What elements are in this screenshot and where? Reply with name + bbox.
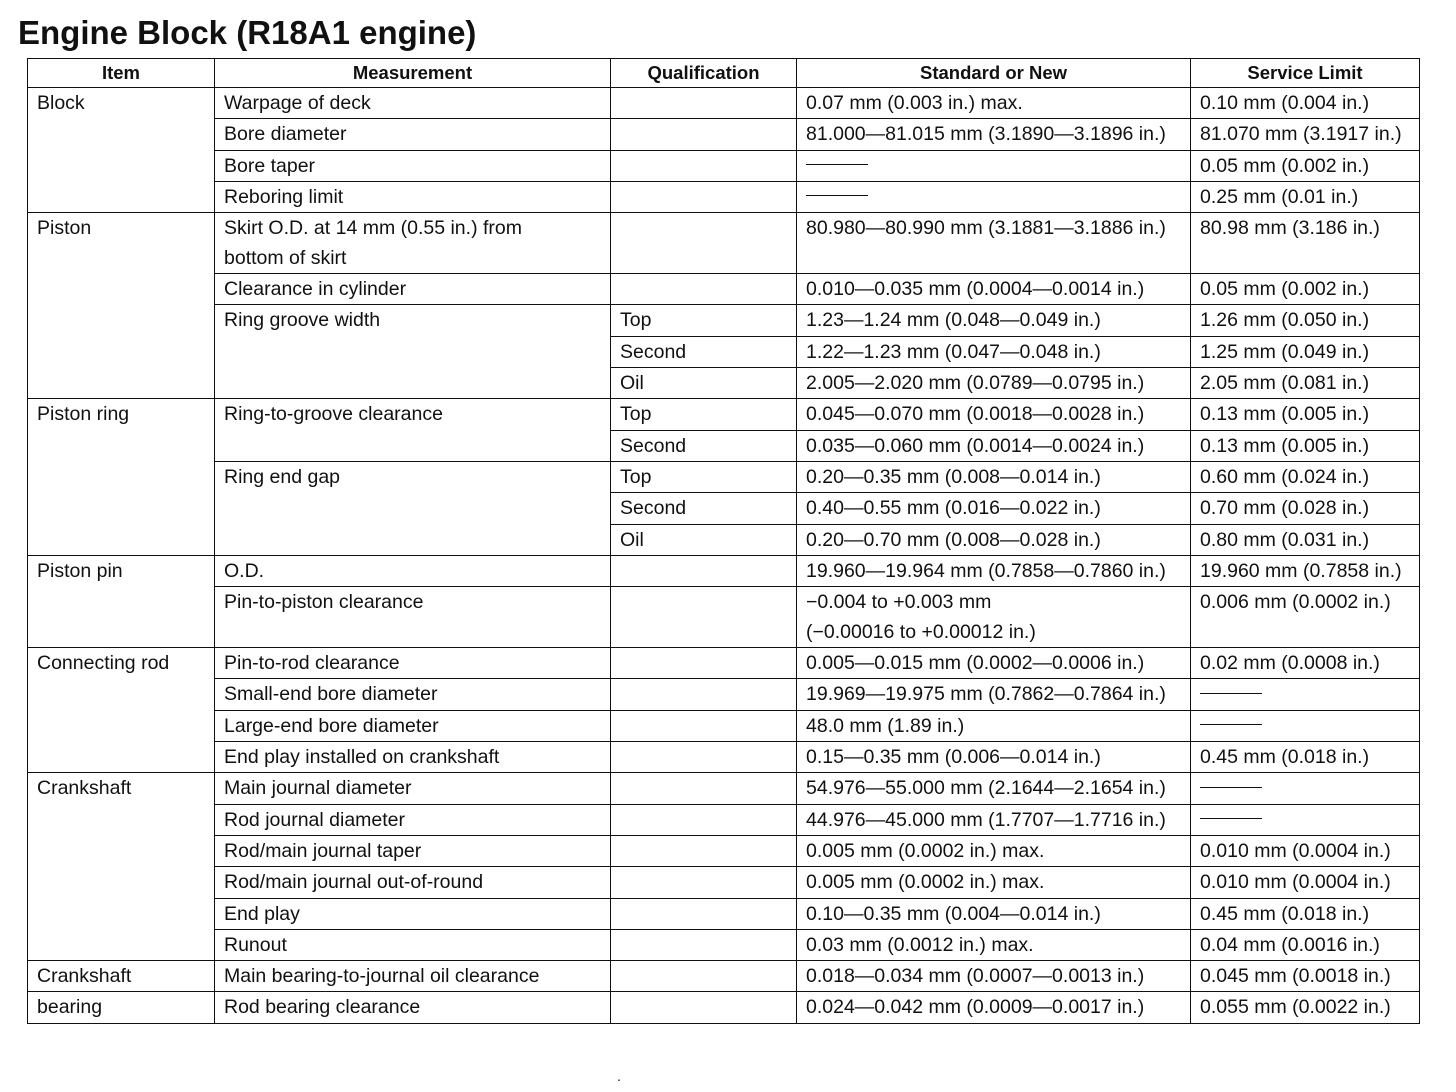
standard-cell: 0.035—0.060 mm (0.0014—0.0024 in.) xyxy=(797,430,1191,461)
column-header-item: Item xyxy=(28,59,215,88)
standard-cell: 44.976—45.000 mm (1.7707—1.7716 in.) xyxy=(797,804,1191,835)
page-title: Engine Block (R18A1 engine) xyxy=(18,14,477,51)
table-row xyxy=(28,648,1420,679)
measurement-cell: Ring-to-groove clearance xyxy=(215,399,611,462)
measurement-cell: Clearance in cylinder xyxy=(215,274,611,305)
standard-cell: 0.07 mm (0.003 in.) max. xyxy=(797,88,1191,119)
service-limit-cell: 0.055 mm (0.0022 in.) xyxy=(1191,992,1420,1023)
measurement-cell: Ring groove width xyxy=(215,305,611,399)
column-header-service-limit: Service Limit xyxy=(1191,59,1420,88)
table-row xyxy=(28,274,1420,305)
qualification-cell xyxy=(611,961,797,992)
service-limit-cell xyxy=(1191,773,1420,804)
measurement-cell: Main bearing-to-journal oil clearance xyxy=(215,961,611,992)
table-row xyxy=(28,961,1420,992)
measurement-cell: End play installed on crankshaft xyxy=(215,742,611,773)
qualification-cell: Second xyxy=(611,430,797,461)
column-header-standard: Standard or New xyxy=(797,59,1191,88)
standard-text-line2: (−0.00016 to +0.00012 in.) xyxy=(806,621,1036,644)
standard-cell: 0.10—0.35 mm (0.004—0.014 in.) xyxy=(797,898,1191,929)
table-row xyxy=(28,555,1420,586)
qualification-cell xyxy=(611,555,797,586)
table-row xyxy=(28,119,1420,150)
standard-cell: 0.005—0.015 mm (0.0002—0.0006 in.) xyxy=(797,648,1191,679)
qualification-cell xyxy=(611,710,797,741)
service-limit-cell xyxy=(1191,804,1420,835)
measurement-cell: Ring end gap xyxy=(215,461,611,555)
service-limit-cell: 0.02 mm (0.0008 in.) xyxy=(1191,648,1420,679)
qualification-cell: Top xyxy=(611,305,797,336)
service-limit-cell: 0.10 mm (0.004 in.) xyxy=(1191,88,1420,119)
standard-cell: 0.005 mm (0.0002 in.) max. xyxy=(797,867,1191,898)
spec-table xyxy=(27,58,1420,1024)
table-row xyxy=(28,929,1420,960)
table-row xyxy=(28,835,1420,866)
qualification-cell xyxy=(611,773,797,804)
standard-cell: 0.15—0.35 mm (0.006—0.014 in.) xyxy=(797,742,1191,773)
standard-text: −0.004 to +0.003 mm xyxy=(806,591,992,614)
service-limit-cell: 0.05 mm (0.002 in.) xyxy=(1191,150,1420,181)
service-limit-cell xyxy=(1191,679,1420,710)
standard-cell: 0.03 mm (0.0012 in.) max. xyxy=(797,929,1191,960)
service-limit-cell: 0.010 mm (0.0004 in.) xyxy=(1191,835,1420,866)
not-applicable-dash xyxy=(1200,818,1262,819)
measurement-cell: Main journal diameter xyxy=(215,773,611,804)
service-limit-cell: 0.006 mm (0.0002 in.) xyxy=(1191,587,1420,648)
column-header-qualification: Qualification xyxy=(611,59,797,88)
qualification-cell xyxy=(611,867,797,898)
service-limit-cell: 0.60 mm (0.024 in.) xyxy=(1191,461,1420,492)
table-row xyxy=(28,742,1420,773)
service-limit-cell: 0.70 mm (0.028 in.) xyxy=(1191,493,1420,524)
standard-cell: 0.20—0.70 mm (0.008—0.028 in.) xyxy=(797,524,1191,555)
table-row xyxy=(28,150,1420,181)
measurement-cell: Pin-to-rod clearance xyxy=(215,648,611,679)
table-row xyxy=(28,773,1420,804)
item-cell: Block xyxy=(28,88,215,213)
qualification-cell xyxy=(611,150,797,181)
service-limit-cell: 2.05 mm (0.081 in.) xyxy=(1191,368,1420,399)
service-limit-cell: 0.13 mm (0.005 in.) xyxy=(1191,430,1420,461)
service-limit-cell: 0.05 mm (0.002 in.) xyxy=(1191,274,1420,305)
table-row xyxy=(28,710,1420,741)
service-limit-cell: 0.13 mm (0.005 in.) xyxy=(1191,399,1420,430)
standard-cell xyxy=(797,587,1191,648)
item-cell: Piston pin xyxy=(28,555,215,647)
qualification-cell xyxy=(611,742,797,773)
table-header-row xyxy=(28,59,1420,88)
standard-cell: 2.005—2.020 mm (0.0789—0.0795 in.) xyxy=(797,368,1191,399)
item-cell: Crankshaft xyxy=(28,961,215,992)
measurement-cell: Rod journal diameter xyxy=(215,804,611,835)
service-limit-cell xyxy=(1191,710,1420,741)
qualification-cell xyxy=(611,804,797,835)
item-cell: Piston xyxy=(28,213,215,399)
service-limit-cell: 1.26 mm (0.050 in.) xyxy=(1191,305,1420,336)
service-limit-cell: 81.070 mm (3.1917 in.) xyxy=(1191,119,1420,150)
service-limit-cell: 0.25 mm (0.01 in.) xyxy=(1191,181,1420,212)
qualification-cell xyxy=(611,88,797,119)
service-limit-cell: 0.45 mm (0.018 in.) xyxy=(1191,898,1420,929)
measurement-cell: O.D. xyxy=(215,555,611,586)
table-row xyxy=(28,867,1420,898)
standard-cell: 81.000—81.015 mm (3.1890—3.1896 in.) xyxy=(797,119,1191,150)
measurement-cell xyxy=(215,213,611,274)
service-limit-cell: 80.98 mm (3.186 in.) xyxy=(1191,213,1420,274)
table-row xyxy=(28,181,1420,212)
measurement-cell: Rod/main journal out-of-round xyxy=(215,867,611,898)
table-row xyxy=(28,679,1420,710)
standard-cell: 0.005 mm (0.0002 in.) max. xyxy=(797,835,1191,866)
qualification-cell xyxy=(611,587,797,648)
measurement-text-line2: bottom of skirt xyxy=(224,247,347,270)
measurement-cell: Large-end bore diameter xyxy=(215,710,611,741)
qualification-cell xyxy=(611,213,797,274)
service-limit-cell: 0.010 mm (0.0004 in.) xyxy=(1191,867,1420,898)
measurement-cell: Bore taper xyxy=(215,150,611,181)
standard-cell: 0.024—0.042 mm (0.0009—0.0017 in.) xyxy=(797,992,1191,1023)
measurement-text: Skirt O.D. at 14 mm (0.55 in.) from xyxy=(224,217,522,240)
standard-cell: 0.018—0.034 mm (0.0007—0.0013 in.) xyxy=(797,961,1191,992)
standard-cell: 19.960—19.964 mm (0.7858—0.7860 in.) xyxy=(797,555,1191,586)
service-limit-cell: 0.04 mm (0.0016 in.) xyxy=(1191,929,1420,960)
not-applicable-dash xyxy=(1200,693,1262,694)
service-limit-cell: 0.80 mm (0.031 in.) xyxy=(1191,524,1420,555)
qualification-cell: Second xyxy=(611,336,797,367)
not-applicable-dash xyxy=(1200,787,1262,788)
measurement-cell: Small-end bore diameter xyxy=(215,679,611,710)
qualification-cell xyxy=(611,898,797,929)
qualification-cell xyxy=(611,274,797,305)
service-limit-cell: 19.960 mm (0.7858 in.) xyxy=(1191,555,1420,586)
standard-cell xyxy=(797,150,1191,181)
measurement-cell: Pin-to-piston clearance xyxy=(215,587,611,648)
footer-mark: . xyxy=(617,1068,621,1084)
table-row xyxy=(28,461,1420,492)
qualification-cell xyxy=(611,181,797,212)
service-limit-cell: 1.25 mm (0.049 in.) xyxy=(1191,336,1420,367)
table-row xyxy=(28,898,1420,929)
not-applicable-dash xyxy=(806,164,868,165)
table-row xyxy=(28,213,1420,274)
standard-cell: 48.0 mm (1.89 in.) xyxy=(797,710,1191,741)
qualification-cell: Oil xyxy=(611,524,797,555)
service-limit-cell: 0.045 mm (0.0018 in.) xyxy=(1191,961,1420,992)
qualification-cell: Second xyxy=(611,493,797,524)
qualification-cell xyxy=(611,929,797,960)
standard-cell: 80.980—80.990 mm (3.1881—3.1886 in.) xyxy=(797,213,1191,274)
service-limit-cell: 0.45 mm (0.018 in.) xyxy=(1191,742,1420,773)
measurement-cell: Runout xyxy=(215,929,611,960)
measurement-cell: Warpage of deck xyxy=(215,88,611,119)
table-row xyxy=(28,88,1420,119)
qualification-cell: Oil xyxy=(611,368,797,399)
table-row xyxy=(28,399,1420,430)
standard-cell: 0.010—0.035 mm (0.0004—0.0014 in.) xyxy=(797,274,1191,305)
standard-cell: 0.20—0.35 mm (0.008—0.014 in.) xyxy=(797,461,1191,492)
not-applicable-dash xyxy=(806,195,868,196)
standard-cell: 0.045—0.070 mm (0.0018—0.0028 in.) xyxy=(797,399,1191,430)
table-body xyxy=(28,88,1420,1024)
qualification-cell xyxy=(611,992,797,1023)
table-row xyxy=(28,587,1420,648)
measurement-cell: Rod/main journal taper xyxy=(215,835,611,866)
table-row xyxy=(28,804,1420,835)
qualification-cell xyxy=(611,648,797,679)
item-cell: Piston ring xyxy=(28,399,215,555)
measurement-cell: Rod bearing clearance xyxy=(215,992,611,1023)
item-cell: bearing xyxy=(28,992,215,1023)
item-cell: Crankshaft xyxy=(28,773,215,961)
item-cell: Connecting rod xyxy=(28,648,215,773)
qualification-cell: Top xyxy=(611,399,797,430)
qualification-cell xyxy=(611,119,797,150)
not-applicable-dash xyxy=(1200,724,1262,725)
qualification-cell xyxy=(611,679,797,710)
column-header-measurement: Measurement xyxy=(215,59,611,88)
table-row xyxy=(28,992,1420,1023)
standard-cell: 1.23—1.24 mm (0.048—0.049 in.) xyxy=(797,305,1191,336)
standard-cell: 19.969—19.975 mm (0.7862—0.7864 in.) xyxy=(797,679,1191,710)
qualification-cell: Top xyxy=(611,461,797,492)
measurement-cell: Reboring limit xyxy=(215,181,611,212)
standard-cell: 1.22—1.23 mm (0.047—0.048 in.) xyxy=(797,336,1191,367)
measurement-cell: Bore diameter xyxy=(215,119,611,150)
standard-cell: 0.40—0.55 mm (0.016—0.022 in.) xyxy=(797,493,1191,524)
standard-cell: 54.976—55.000 mm (2.1644—2.1654 in.) xyxy=(797,773,1191,804)
table-row xyxy=(28,305,1420,336)
standard-cell xyxy=(797,181,1191,212)
qualification-cell xyxy=(611,835,797,866)
measurement-cell: End play xyxy=(215,898,611,929)
